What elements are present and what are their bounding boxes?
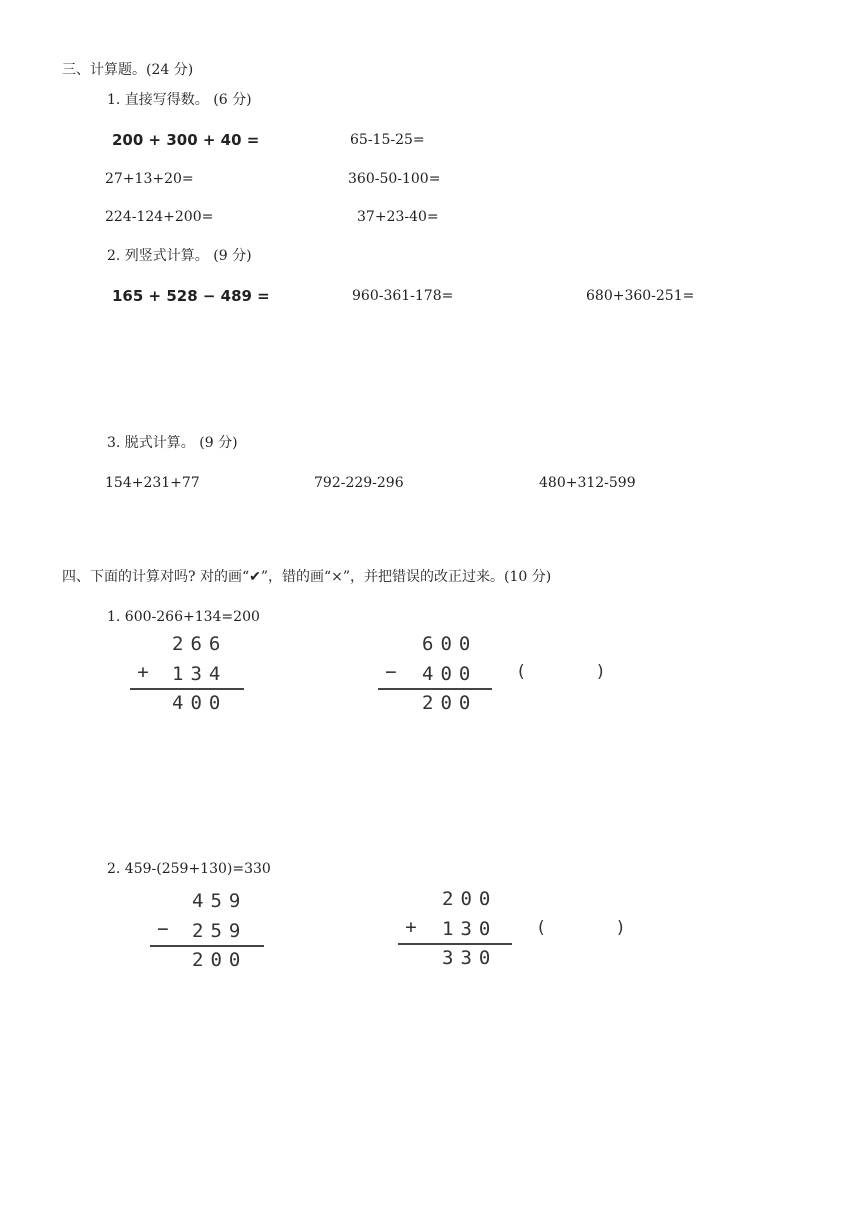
q1-item-2: 65-15-25= [350,132,425,148]
problem-1-vertical-calc-b [378,631,498,721]
answer-paren-close: ) [597,662,604,682]
problem-2-vertical-calc-b [398,886,518,976]
q1-item-4: 360-50-100= [348,171,441,187]
calc-result: 200 [192,949,248,971]
q2-item-2: 960-361-178= [352,288,454,304]
calc-bottom-number: 134 [172,663,228,685]
calc-bottom-number: 259 [192,920,248,942]
q3-item-3: 480+312-599 [539,475,636,491]
problem-1-title: 1. 600-266+134=200 [107,609,260,625]
calc-top-number: 200 [442,888,498,910]
q1-item-5: 224-124+200= [105,209,214,225]
calc-operator: − [385,661,397,683]
section-4-title: 四、下面的计算对吗? 对的画“✔”，错的画“×”，并把错误的改正过来。(10 分) [62,569,552,585]
calc-bottom-number: 130 [442,918,498,940]
answer-paren-open: ( [518,662,525,682]
q1-item-3: 27+13+20= [105,171,194,187]
calc-top-number: 600 [422,633,478,655]
q2-item-3: 680+360-251= [586,288,695,304]
q3-item-2: 792-229-296 [314,475,404,491]
q3-title: 3. 脱式计算。 (9 分) [107,435,238,451]
calc-result: 330 [442,947,498,969]
q1-item-1: 200 + 300 + 40 = [112,131,260,149]
answer-paren-close: ) [617,918,624,938]
calc-top-number: 459 [192,890,248,912]
calc-operator: + [137,661,149,683]
q1-item-6: 37+23-40= [357,209,439,225]
calc-operator: + [405,916,417,938]
answer-paren-open: ( [538,918,545,938]
calc-result: 400 [172,692,228,714]
problem-1-vertical-calc-a [130,631,250,721]
section-3-title: 三、计算题。(24 分) [62,62,194,78]
calc-top-number: 266 [172,633,228,655]
q2-title: 2. 列竖式计算。 (9 分) [107,248,252,264]
calc-bottom-number: 400 [422,663,478,685]
q1-title: 1. 直接写得数。 (6 分) [107,92,252,108]
problem-2-vertical-calc-a [150,888,270,978]
problem-2-title: 2. 459-(259+130)=330 [107,861,271,877]
q3-item-1: 154+231+77 [105,475,200,491]
calc-operator: − [157,918,169,940]
calc-result: 200 [422,692,478,714]
q2-item-1: 165 + 528 − 489 = [112,287,270,305]
